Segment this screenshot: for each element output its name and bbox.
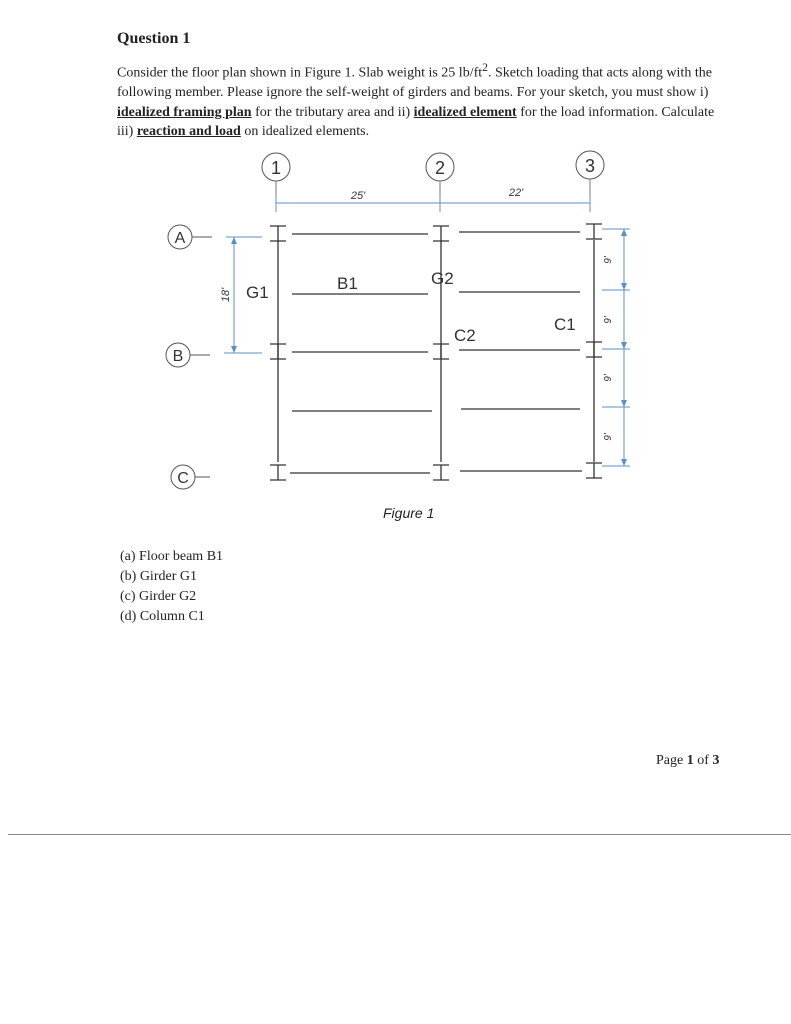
grid-bubble-2 <box>426 153 454 181</box>
list-item: (b) Girder G1 <box>120 569 197 584</box>
label-c1: C1 <box>554 315 576 334</box>
question-title: Question 1 <box>117 30 191 47</box>
intro-text-4: for the load information. Calculate iii) <box>117 104 715 140</box>
dim-span-1: 25' <box>350 190 366 202</box>
grid-bubble-3 <box>576 151 604 179</box>
dim-ab: 18' <box>220 287 232 303</box>
list-item: (c) Girder G2 <box>120 589 197 604</box>
svg-text:B: B <box>172 348 184 365</box>
svg-text:A: A <box>174 230 186 247</box>
label-g2: G2 <box>431 269 454 288</box>
label-g1: G1 <box>246 283 269 302</box>
page-number <box>656 753 719 769</box>
member-list <box>120 547 223 627</box>
top-dimension <box>276 196 590 212</box>
page-of: of <box>693 753 713 768</box>
dim-nine-2: 9' <box>603 316 614 324</box>
problem-statement <box>117 58 717 142</box>
intro-text-2: . Sketch loading that acts along with the following member. Please ignore the self-weight of girders and beams. For your sketch, you must show i) <box>117 65 712 101</box>
reaction-and-load: reaction and load <box>136 124 241 140</box>
scan-edge-line <box>8 834 791 835</box>
grid-bubble-1 <box>262 153 290 181</box>
dim-nine-1: 9' <box>603 256 614 264</box>
intro-text-5: on idealized elements. <box>240 124 370 140</box>
svg-text:2: 2 <box>434 158 446 178</box>
dim-nine-4: 9' <box>603 433 614 441</box>
grid-bubble-c <box>171 465 210 489</box>
list-item: (d) Column C1 <box>120 609 205 624</box>
intro-text-1: Consider the floor plan shown in Figure 1. Slab weight is 25 lb/ft <box>117 65 483 81</box>
grid-bubble-b <box>166 343 210 367</box>
floor-plan-figure <box>0 140 791 500</box>
svg-text:C: C <box>177 470 189 487</box>
page-prefix: Page <box>656 753 687 768</box>
figure-caption: Figure 1 <box>383 505 435 521</box>
page-current: 1 <box>686 753 694 768</box>
label-c2: C2 <box>454 326 476 345</box>
svg-text:1: 1 <box>270 158 282 178</box>
intro-superscript: 2 <box>482 61 488 74</box>
dim-span-2: 22' <box>508 187 524 199</box>
page-total: 3 <box>712 753 720 768</box>
grid-bubble-a <box>168 225 212 249</box>
svg-text:3: 3 <box>584 156 596 176</box>
intro-text-3: for the tributary area and ii) <box>251 104 414 120</box>
list-item: (a) Floor beam B1 <box>120 549 224 564</box>
idealized-element: idealized element <box>413 104 517 120</box>
dim-nine-3: 9' <box>603 374 614 382</box>
idealized-framing-plan: idealized framing plan <box>117 104 252 120</box>
label-b1: B1 <box>337 274 358 293</box>
